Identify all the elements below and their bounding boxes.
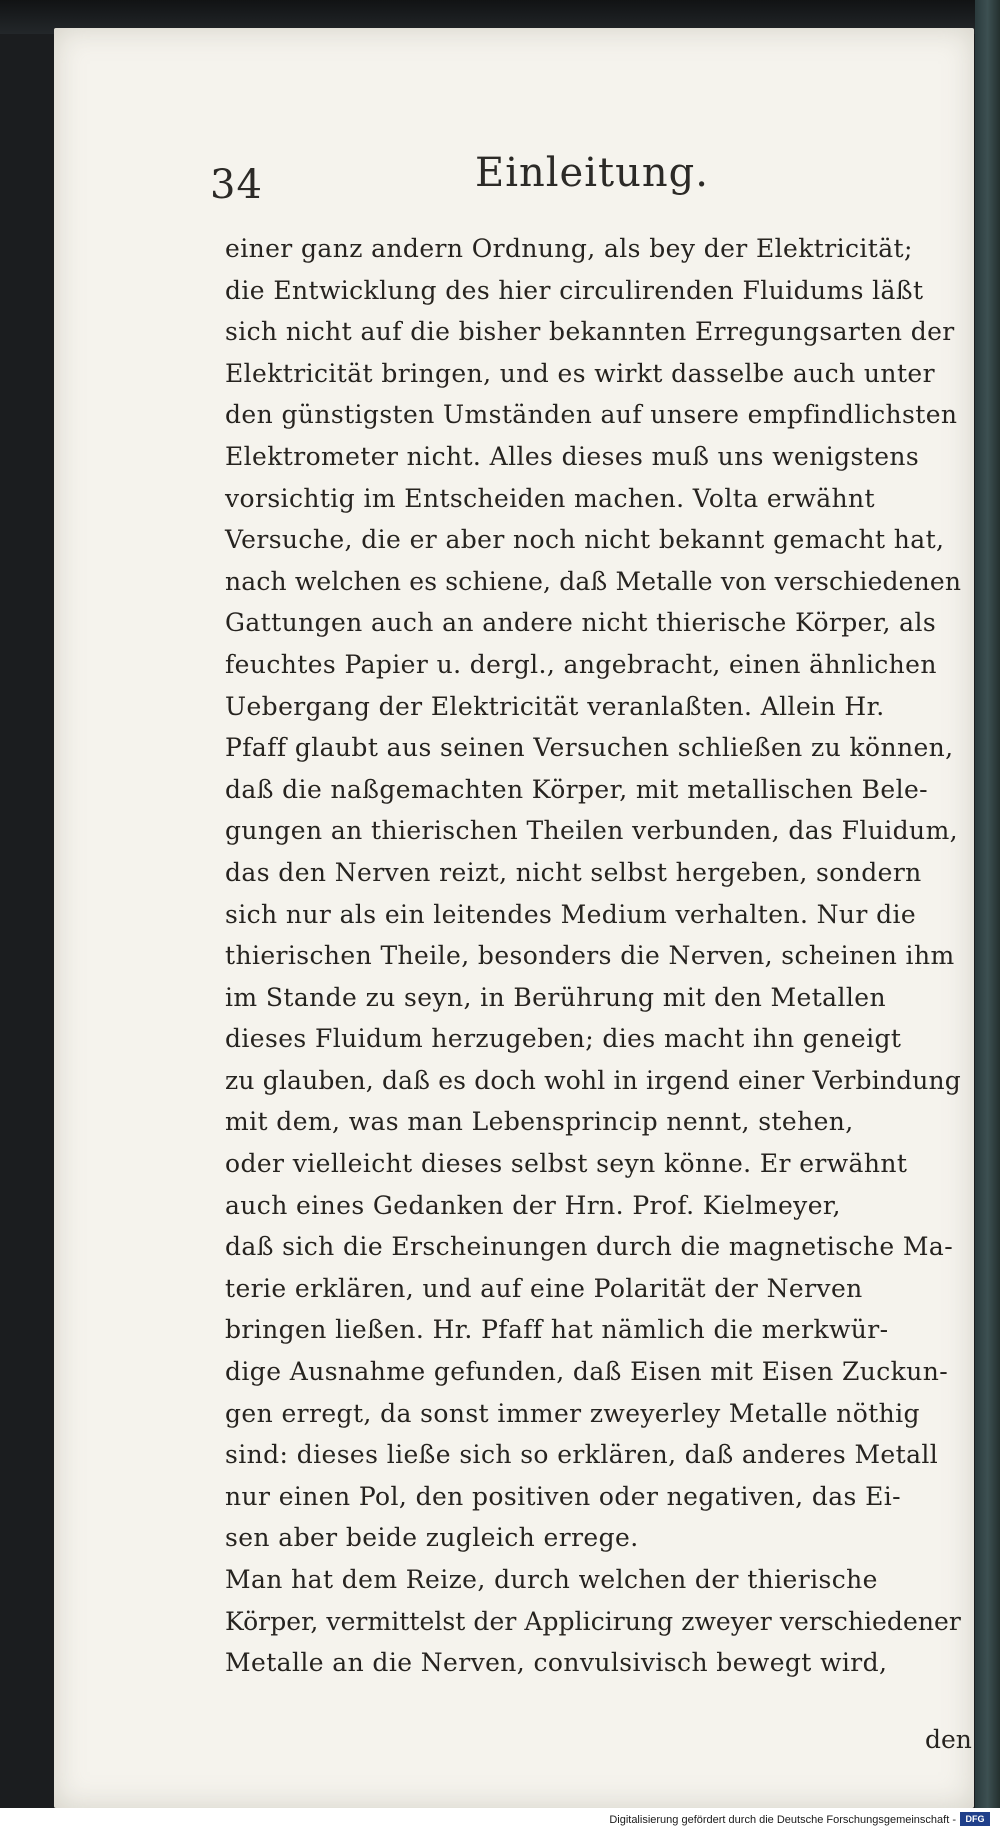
text-line: bringen ließen. Hr. Pfaff hat nämlich die merkwür- xyxy=(225,1315,889,1345)
page-number: 34 xyxy=(210,162,263,208)
text-line: Gattungen auch an andere nicht thierische Körper, als xyxy=(225,608,937,638)
text-line: einer ganz andern Ordnung, als bey der Elektricität; xyxy=(225,234,913,263)
dfg-credit-text: Digitalisierung gefördert durch die Deutsche Forschungsgemeinschaft - xyxy=(609,1814,956,1826)
text-line: oder vielleicht dieses selbst seyn könne. Er erwähnt xyxy=(225,1149,908,1179)
running-head xyxy=(210,150,770,230)
text-line: dige Ausnahme gefunden, daß Eisen mit Eisen Zuckun- xyxy=(225,1357,949,1387)
text-line: sich nicht auf die bisher bekannten Erregungsarten der xyxy=(225,317,955,347)
text-line: zu glauben, daß es doch wohl in irgend einer Verbindung xyxy=(225,1065,961,1095)
book-spine xyxy=(975,0,1000,1834)
text-line: Versuche, die er aber noch nicht bekannt gemacht hat, xyxy=(225,525,945,555)
text-line: auch eines Gedanken der Hrn. Prof. Kielmeyer, xyxy=(225,1190,841,1220)
text-line: Elektricität bringen, und es wirkt dasselbe auch unter xyxy=(225,358,935,388)
text-line: mit dem, was man Lebensprincip nennt, stehen, xyxy=(225,1107,854,1137)
text-line: daß die naßgemachten Körper, mit metallischen Bele- xyxy=(225,774,929,804)
text-line: terie erklären, und auf eine Polarität der Nerven xyxy=(225,1273,863,1303)
dfg-logo: DFG xyxy=(960,1812,990,1826)
text-line: daß sich die Erscheinungen durch die magnetische Ma- xyxy=(225,1232,954,1262)
text-line: feuchtes Papier u. dergl., angebracht, einen ähnlichen xyxy=(225,649,937,679)
text-line: Metalle an die Nerven, convulsivisch bewegt wird, xyxy=(225,1648,888,1678)
text-line: die Entwicklung des hier circulirenden Fluidums läßt xyxy=(225,275,924,305)
text-line: den günstigsten Umständen auf unsere empfindlichsten xyxy=(225,400,958,430)
body-text xyxy=(225,228,961,1684)
text-line: thierischen Theile, besonders die Nerven, scheinen ihm xyxy=(225,941,955,971)
text-line: gen erregt, da sonst immer zweyerley Metalle nöthig xyxy=(225,1398,920,1428)
text-line: nur einen Pol, den positiven oder negativen, das Ei- xyxy=(225,1481,901,1511)
text-line: Pfaff glaubt aus seinen Versuchen schließen zu können, xyxy=(225,733,954,763)
text-line: Körper, vermittelst der Applicirung zweyer verschiedener xyxy=(225,1606,961,1636)
text-line: im Stande zu seyn, in Berührung mit den Metallen xyxy=(225,982,886,1012)
page-header-title: Einleitung. xyxy=(475,150,709,196)
text-line: sen aber beide zugleich errege. xyxy=(225,1523,639,1553)
text-line: Uebergang der Elektricität veranlaßten. Allein Hr. xyxy=(225,691,885,721)
text-line: nach welchen es schiene, daß Metalle von verschiedenen xyxy=(225,566,962,596)
text-line: vorsichtig im Entscheiden machen. Volta erwähnt xyxy=(225,483,875,513)
text-line: Elektrometer nicht. Alles dieses muß uns wenigstens xyxy=(225,441,920,471)
catchword: den xyxy=(925,1725,972,1754)
text-line: sich nur als ein leitendes Medium verhalten. Nur die xyxy=(225,899,917,929)
text-line: Man hat dem Reize, durch welchen der thierische xyxy=(225,1565,878,1594)
text-line: sind: dieses ließe sich so erklären, daß anderes Metall xyxy=(225,1440,939,1470)
text-line: das den Nerven reizt, nicht selbst hergeben, sondern xyxy=(225,857,922,887)
text-line: gungen an thierischen Theilen verbunden, das Fluidum, xyxy=(225,816,959,846)
text-line: dieses Fluidum herzugeben; dies macht ihn geneigt xyxy=(225,1024,902,1054)
